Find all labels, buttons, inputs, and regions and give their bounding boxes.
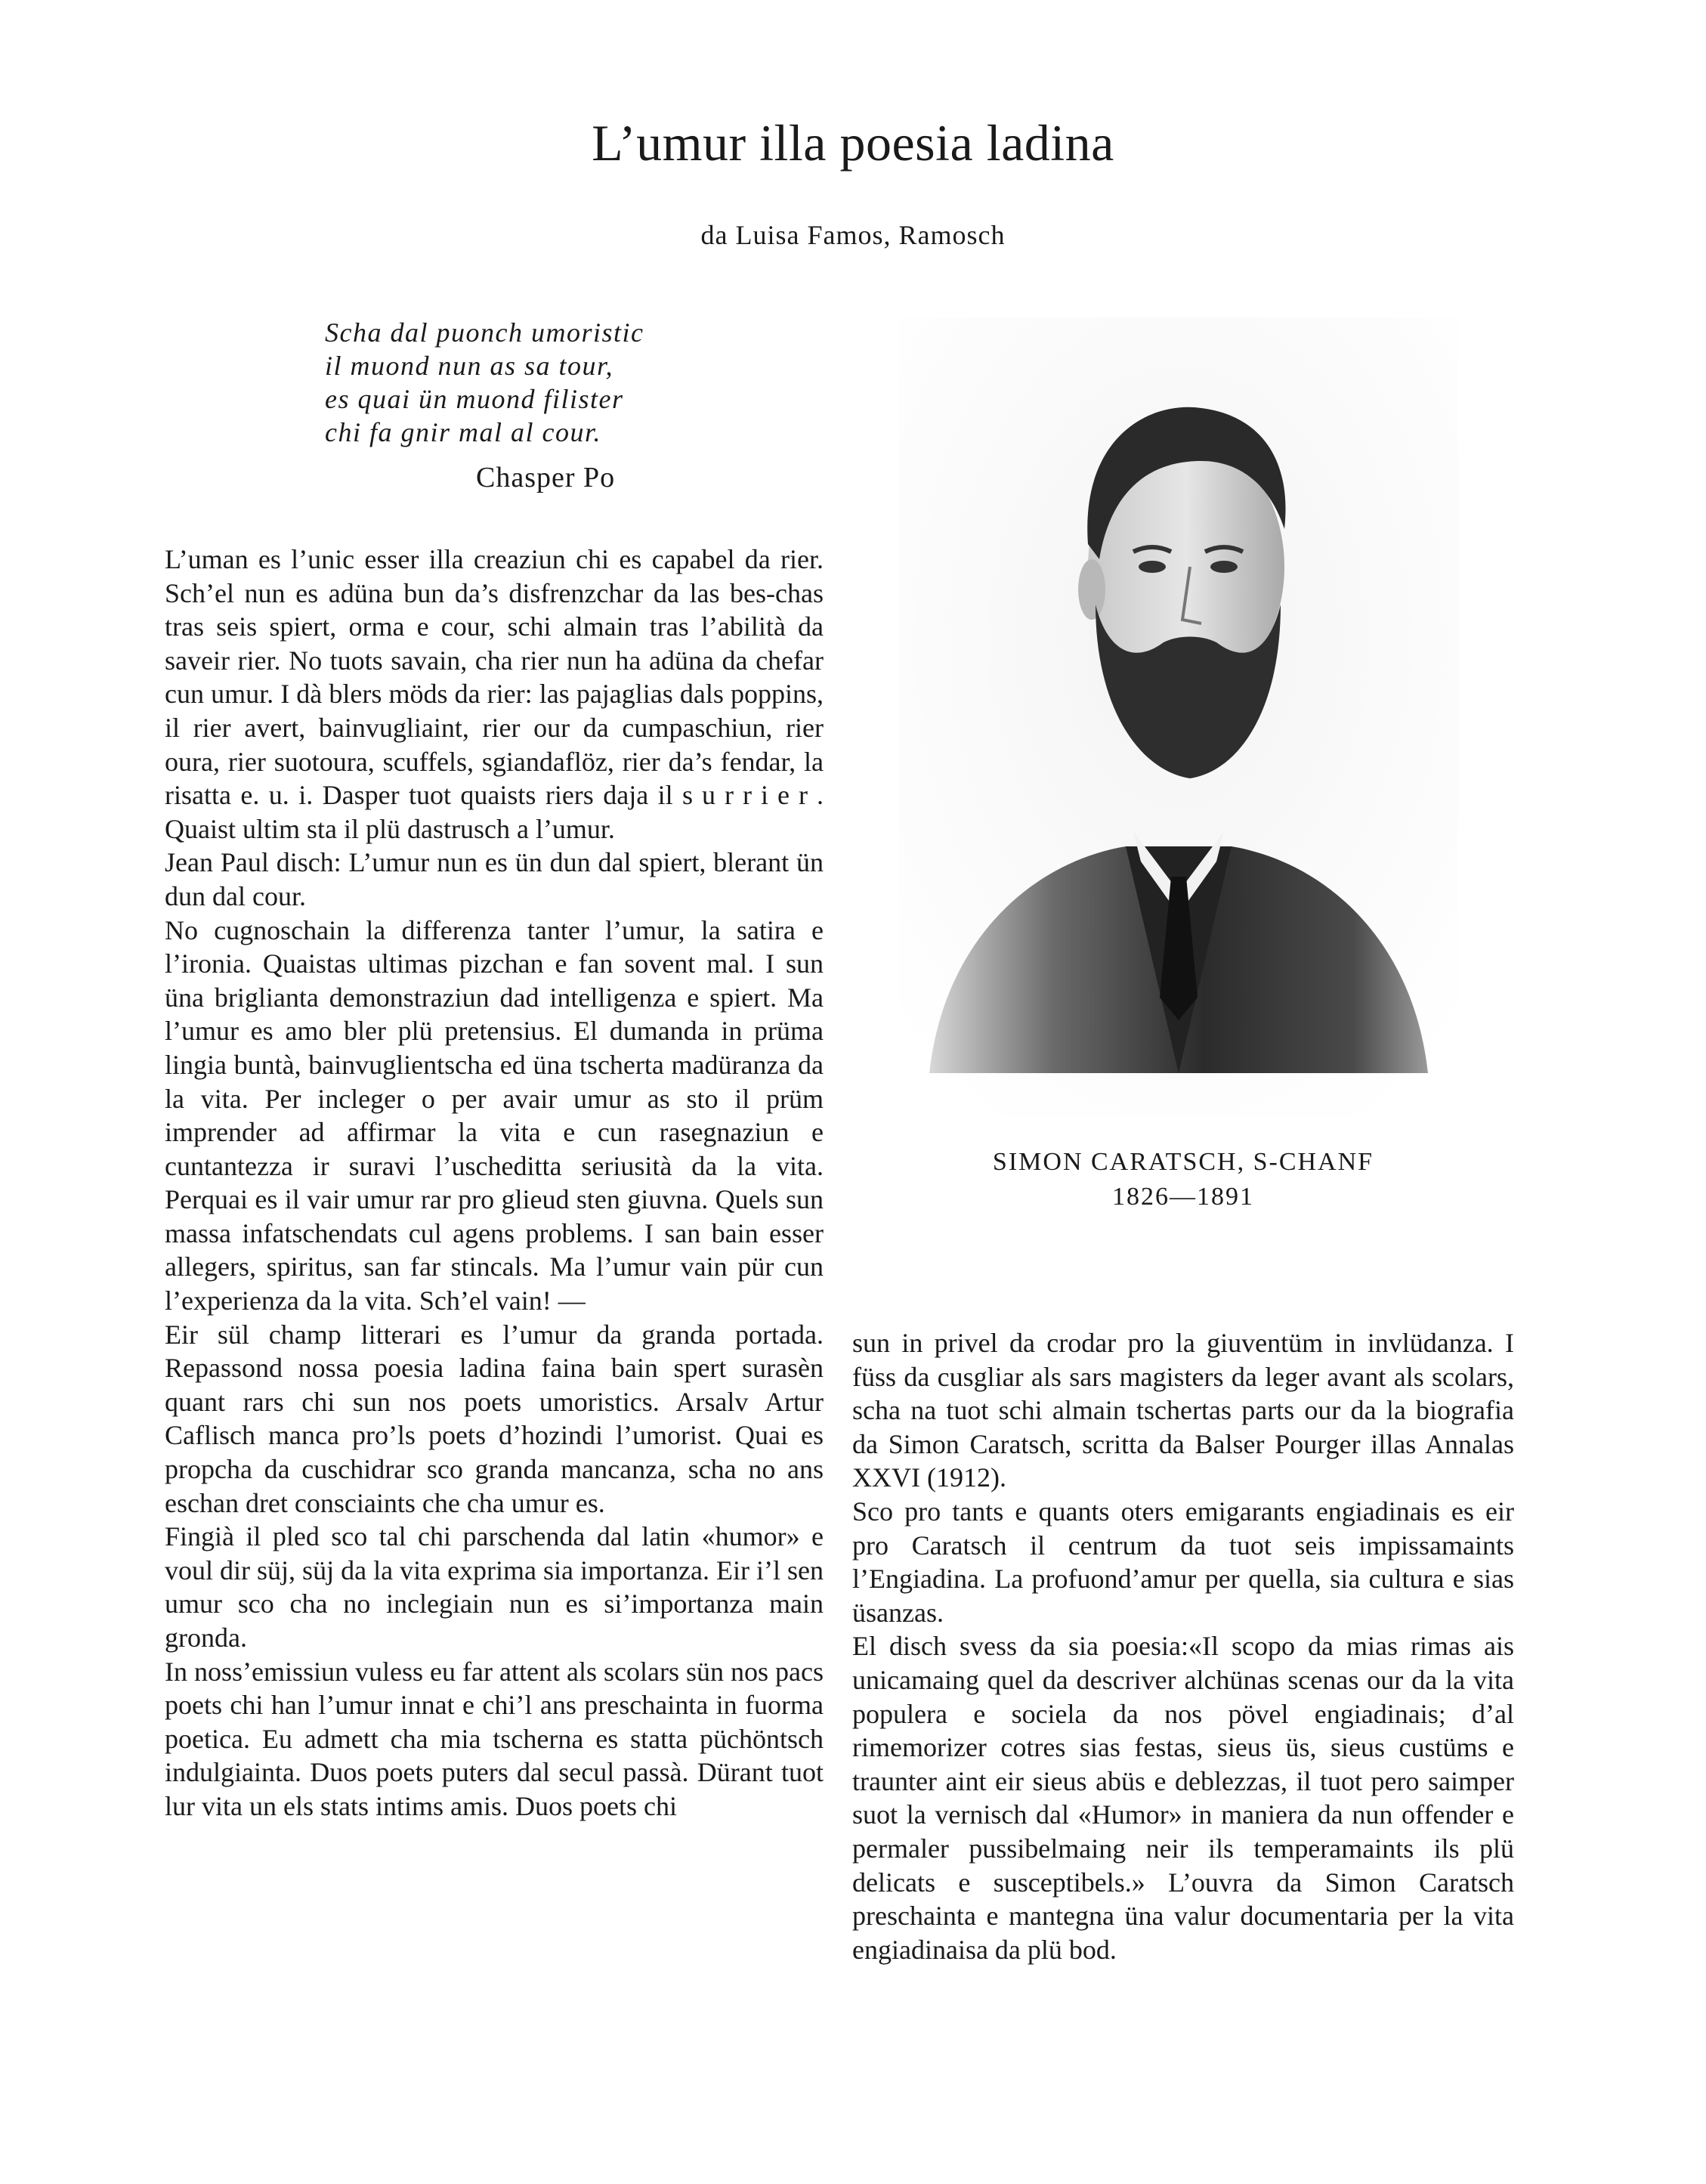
motto-author: Chasper Po (476, 462, 616, 493)
motto-line: Scha dal puonch umoristic (325, 317, 644, 348)
paragraph-text: . Quaist ultim sta il plü dastrusch a l’umur. (165, 780, 824, 844)
paragraph: Eir sül champ litterari es l’umur da granda portada. Repassond nossa poesia ladina faina bain spert surasèn quant rars chi sun nos poets umoristics. Arsalv Artur Caflisch manca pro’ls poets d’hozindi l’umorist. Quai es propcha da cuschidrar sco granda mancanza, scha no ans eschan dret consciaints che cha umur es. (165, 1319, 824, 1518)
spaced-word: surrier (682, 780, 817, 811)
paragraph: Fingià il pled sco tal chi parschenda dal latin «humor» e voul dir süj, süj da la vita exprima sia importanza. Eir i’l sen umur sco cha no inclegiain nun es si’importanza main gronda. (165, 1521, 824, 1653)
paragraph (165, 543, 824, 846)
paragraph: sun in privel da crodar pro la giuventüm in invlüdanza. I füss da cusgliar als sars magisters da leger avant als scolars, scha na tuot schi almain tschertas parts our da la biografia da Simon Caratsch, scritta da Balser Pourger illas Annalas XXVI (1912). (852, 1328, 1514, 1493)
paragraph: In noss’emissiun vuless eu far attent als scolars sün nos pacs poets chi han l’umur innat e chi’l ans preschainta in fuorma poetica. Eu admett cha mia tscherna es statta püchöntsch indulgiainta. Duos poets puters dal secul passà. Dürant tuot lur vita un els stats intims amis. Duos poets chi (165, 1656, 824, 1821)
motto-line: il muond nun as sa tour, (325, 351, 614, 381)
motto-line: chi fa gnir mal al cour. (325, 417, 601, 447)
paragraph: El disch svess da sia poesia:«Il scopo da mias rimas ais unicamaing quel da descriver alchünas scenas our da la vita populera e sociela da nos pövel engiadinais; d’al rimemorizer cotres sias festas, sieus üs, sieus custüms e traunter aint eir sieus abüs e deblezzas, il tuot pero saimper suot la vernisch dal «Humor» in maniera da nun offender e permaler pussibelmaing neir ils temperamaints ils plü delicats e susceptibels.» L’ouvra da Simon Caratsch preschainta e mantegna üna valur documentaria per la vita engiadinaisa da plü bod. (852, 1631, 1514, 1965)
motto-line: es quai ün muond filister (325, 384, 624, 414)
paragraph-text: L’uman es l’unic esser illa creaziun chi es capabel da rier. Sch’el nun es adüna bun da’s disfrenzchar da las bes-chas tras seis spiert, orma e cour, schi almain tras l’abilità da saveir rier. No tuots savain, cha rier nun ha adüna da chefar cun umur. I dà blers möds da rier: las pajaglias dals poppins, il rier avert, bainvugliaint, rier our da cumpaschiun, rier oura, rier suotoura, scuffels, sgiandaflöz, rier da’s fendar, la risatta e. u. i. Dasper tuot quaists riers daja il (165, 544, 824, 811)
paragraph: Sco pro tants e quants oters emigarants engiadinais es eir pro Caratsch il centrum da tuot seis impissamaints l’Engiadina. La profuond’amur per quella, sia cultura e sias üsanzas. (852, 1496, 1514, 1628)
paragraph: No cugnoschain la differenza tanter l’umur, la satira e l’ironia. Quaistas ultimas pizchan e fan sovent mal. I sun üna briglianta demonstraziun dad intelligenza e spiert. Ma l’umur es amo bler plü pretensius. El dumanda in prüma lingia buntà, bainvuglientscha ed üna tscherta madüranza da la vita. Per incleger o per avair umur as sto il prüm imprender ad affirmar la vita e cun rasegnaziun e cuntantezza ir suravi l’uscheditta seriusità da la vita. Perquai es il vair umur rar pro glieud sten giuvna. Quels sun massa infatschendats cul agens problems. I san bain esser allegers, spiritus, san far stincals. Ma l’umur vain pür cun l’experienza da la vita. Sch’el vain! — (165, 914, 824, 1316)
caption-years: 1826—1891 (1112, 1183, 1254, 1211)
caption-name: SIMON CARATSCH, S-CHANF (992, 1148, 1374, 1176)
left-text-column (165, 543, 824, 1824)
portrait-caption (852, 1145, 1514, 1214)
paragraph: Jean Paul disch: L’umur nun es ün dun dal spiert, blerant ün dun dal cour. (165, 847, 824, 911)
right-text-column (852, 1326, 1514, 1966)
portrait-photo (899, 317, 1458, 1118)
article-byline: da Luisa Famos, Ramosch (700, 220, 1006, 250)
article-title: L’umur illa poesia ladina (592, 114, 1114, 172)
motto-verse (325, 316, 748, 449)
